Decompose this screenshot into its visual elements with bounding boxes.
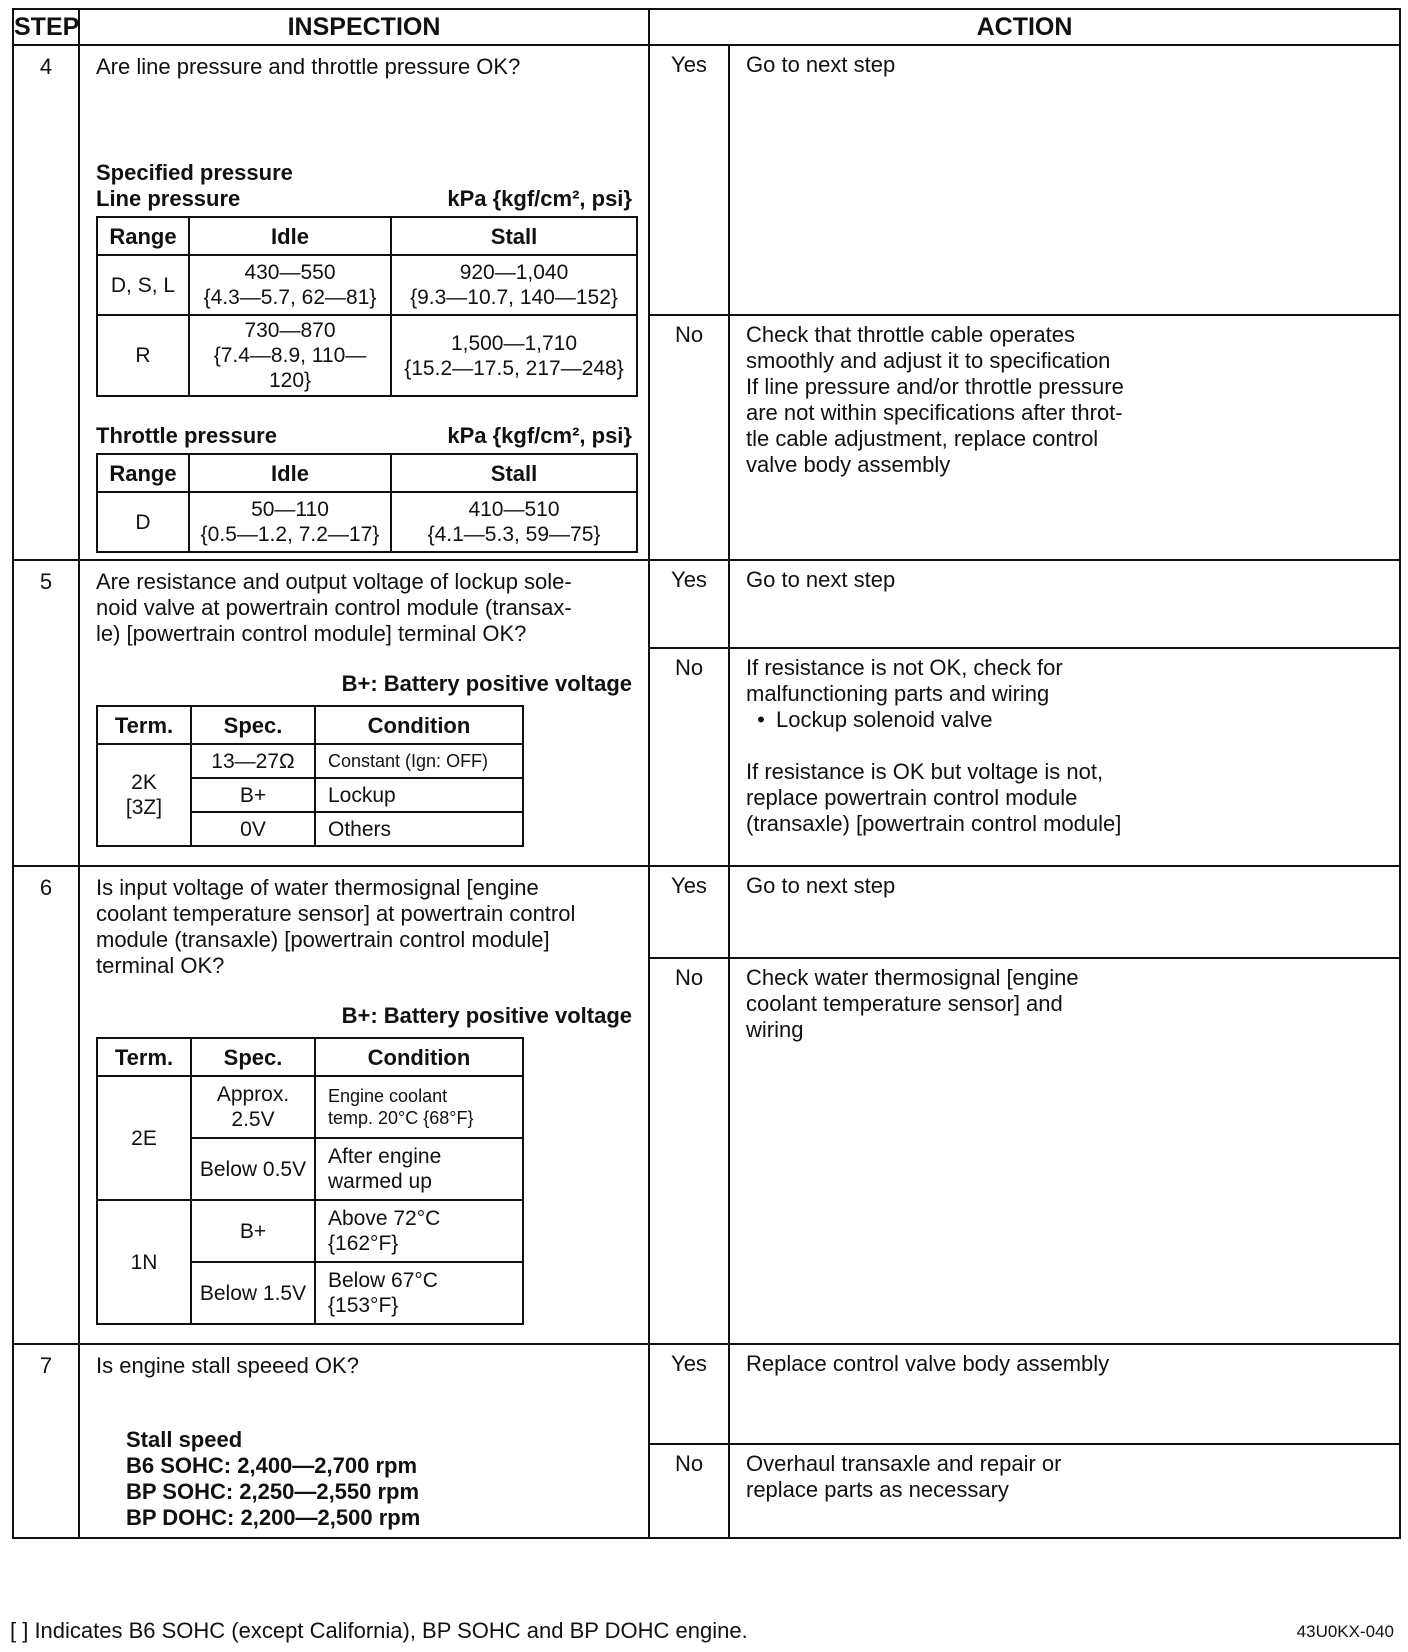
question-line: le) [powertrain control module] terminal OK? <box>96 621 527 646</box>
action-line: (transaxle) [powertrain control module] <box>746 811 1122 836</box>
step4-throttle-header <box>96 423 632 449</box>
table-row <box>97 255 637 315</box>
step4-spec-title: Specified pressure <box>96 160 293 185</box>
header-row <box>13 9 1400 45</box>
bullet-text: Lockup solenoid valve <box>776 707 993 732</box>
step7-yes: Yes <box>649 1344 729 1444</box>
term-value-alt: [3Z] <box>125 796 163 819</box>
spec-cell: Below 1.5V <box>191 1262 315 1324</box>
step6-yes-row <box>13 866 1400 958</box>
stall-speed-line: B6 SOHC: 2,400—2,700 rpm <box>126 1453 418 1478</box>
range-cell: D <box>97 492 189 552</box>
header-step: STEP <box>13 9 79 45</box>
step4-number: 4 <box>13 45 79 560</box>
table-row <box>97 1200 523 1262</box>
condition-line: Below 67°C <box>328 1269 438 1292</box>
col-range: Range <box>97 217 189 255</box>
idle-value-alt: {7.4—8.9, 110—120} <box>213 344 367 392</box>
step4-yes-action: Go to next step <box>729 45 1400 315</box>
step6-no: No <box>649 958 729 1344</box>
spec-cell: 13—27Ω <box>191 744 315 778</box>
step7-no: No <box>649 1444 729 1538</box>
action-line: are not within specifications after throt- <box>746 400 1123 425</box>
table-row <box>97 1076 523 1138</box>
action-line: Overhaul transaxle and repair or <box>746 1451 1062 1476</box>
col-spec: Spec. <box>191 706 315 744</box>
action-line: Check that throttle cable operates <box>746 322 1075 347</box>
step7-question: Is engine stall speeed OK? <box>96 1353 359 1378</box>
step5-number: 5 <box>13 560 79 866</box>
line-pressure-table <box>96 216 638 397</box>
idle-value-alt: {0.5—1.2, 7.2—17} <box>200 523 380 546</box>
stall-value-alt: {15.2—17.5, 217—248} <box>404 356 624 380</box>
step5-no: No <box>649 648 729 866</box>
idle-value: 430—550 <box>244 261 336 284</box>
term-cell: 1N <box>97 1200 191 1324</box>
step6-inspection <box>79 866 649 1344</box>
action-line: If resistance is not OK, check for <box>746 655 1063 680</box>
bullet-icon: • <box>757 707 765 732</box>
idle-value-alt: {4.3—5.7, 62—81} <box>203 286 377 309</box>
step5-inspection <box>79 560 649 866</box>
question-line: terminal OK? <box>96 953 225 978</box>
stall-speed-line: BP DOHC: 2,200—2,500 rpm <box>126 1505 421 1530</box>
idle-value: 730—870 <box>244 319 336 342</box>
stall-cell <box>391 492 637 552</box>
condition-line: Engine coolant <box>328 1086 448 1106</box>
stall-value-alt: {9.3—10.7, 140—152} <box>410 286 618 309</box>
condition-line: {153°F} <box>328 1294 399 1317</box>
diagnostic-table <box>12 8 1401 1539</box>
col-stall: Stall <box>391 217 637 255</box>
stall-cell <box>391 315 637 396</box>
stall-value: 1,500—1,710 <box>450 331 578 355</box>
term-cell: 2E <box>97 1076 191 1200</box>
action-line: coolant temperature sensor] and <box>746 991 1063 1016</box>
condition-line: {162°F} <box>328 1232 399 1255</box>
action-line: If line pressure and/or throttle pressure <box>746 374 1124 399</box>
condition-cell: Others <box>315 812 523 846</box>
step4-no-action <box>729 315 1400 560</box>
table-row <box>97 744 523 778</box>
stall-cell <box>391 255 637 315</box>
condition-cell <box>315 1200 523 1262</box>
col-stall: Stall <box>391 454 637 492</box>
line-pressure-title: Line pressure <box>96 186 241 211</box>
step4-no: No <box>649 315 729 560</box>
step7-yes-row <box>13 1344 1400 1444</box>
step6-bplus-note: B+: Battery positive voltage <box>341 1003 632 1028</box>
range-cell: D, S, L <box>97 255 189 315</box>
step5-yes-action: Go to next step <box>729 560 1400 648</box>
stall-value-alt: {4.1—5.3, 59—75} <box>427 523 601 546</box>
question-line: Are resistance and output voltage of lockup sole- <box>96 569 572 594</box>
step7-yes-action: Replace control valve body assembly <box>729 1344 1400 1444</box>
stall-speed-line: BP SOHC: 2,250—2,550 rpm <box>126 1479 420 1504</box>
table-row <box>97 315 637 396</box>
action-line: Check water thermosignal [engine <box>746 965 1079 990</box>
idle-value: 50—110 <box>251 498 329 521</box>
spec-cell: B+ <box>191 1200 315 1262</box>
action-line: replace parts as necessary <box>746 1477 1009 1502</box>
condition-line: temp. 20°C {68°F} <box>328 1108 474 1128</box>
step6-number: 6 <box>13 866 79 1344</box>
step6-yes-action: Go to next step <box>729 866 1400 958</box>
stall-speed-spec <box>126 1427 638 1531</box>
step5-question <box>96 569 638 647</box>
stall-value: 920—1,040 <box>459 261 569 284</box>
col-term: Term. <box>97 1038 191 1076</box>
throttle-pressure-table <box>96 453 638 553</box>
condition-line: Above 72°C <box>328 1207 441 1230</box>
action-line: replace powertrain control module <box>746 785 1078 810</box>
line-pressure-unit: kPa {kgf/cm², psi} <box>447 186 632 211</box>
action-line: tle cable adjustment, replace control <box>746 426 1099 451</box>
question-line: noid valve at powertrain control module (transax- <box>96 595 572 620</box>
throttle-pressure-title: Throttle pressure <box>96 423 277 448</box>
throttle-pressure-unit: kPa {kgf/cm², psi} <box>447 423 632 448</box>
step4-yes: Yes <box>649 45 729 315</box>
step7-inspection <box>79 1344 649 1538</box>
step5-yes-row <box>13 560 1400 648</box>
condition-cell: Lockup <box>315 778 523 812</box>
step4-yes-row <box>13 45 1400 315</box>
condition-cell: Constant (Ign: OFF) <box>315 744 523 778</box>
step6-yes: Yes <box>649 866 729 958</box>
idle-cell <box>189 315 391 396</box>
step6-no-action <box>729 958 1400 1344</box>
header-action: ACTION <box>649 9 1400 45</box>
col-spec: Spec. <box>191 1038 315 1076</box>
condition-line: warmed up <box>328 1170 432 1193</box>
condition-cell <box>315 1138 523 1200</box>
step6-question <box>96 875 638 979</box>
step4-inspection <box>79 45 649 560</box>
action-line: wiring <box>746 1017 804 1042</box>
term-cell <box>97 744 191 846</box>
action-line: malfunctioning parts and wiring <box>746 681 1050 706</box>
step7-number: 7 <box>13 1344 79 1538</box>
question-line: Is input voltage of water thermosignal [engine <box>96 875 539 900</box>
spec-cell: B+ <box>191 778 315 812</box>
col-range: Range <box>97 454 189 492</box>
bullet-item <box>746 707 1389 733</box>
action-line: valve body assembly <box>746 452 951 477</box>
spec-cell: Below 0.5V <box>191 1138 315 1200</box>
col-idle: Idle <box>189 454 391 492</box>
question-line: module (transaxle) [powertrain control module] <box>96 927 550 952</box>
step5-yes: Yes <box>649 560 729 648</box>
term-value: 2K <box>131 771 157 794</box>
stall-speed-title: Stall speed <box>126 1427 243 1452</box>
action-line: If resistance is OK but voltage is not, <box>746 759 1104 784</box>
step4-line-header <box>96 186 632 212</box>
footnote: [ ] Indicates B6 SOHC (except California), BP SOHC and BP DOHC engine. <box>10 1618 748 1643</box>
figure-code: 43U0KX-040 <box>1296 1622 1394 1641</box>
lockup-solenoid-table <box>96 705 524 847</box>
col-condition: Condition <box>315 706 523 744</box>
stall-value: 410—510 <box>468 498 560 521</box>
table-row <box>97 492 637 552</box>
step5-no-action <box>729 648 1400 866</box>
condition-cell <box>315 1076 523 1138</box>
range-cell: R <box>97 315 189 396</box>
idle-cell <box>189 492 391 552</box>
header-inspection: INSPECTION <box>79 9 649 45</box>
col-condition: Condition <box>315 1038 523 1076</box>
condition-line: After engine <box>328 1145 442 1168</box>
spec-cell: 0V <box>191 812 315 846</box>
idle-cell <box>189 255 391 315</box>
step7-no-action <box>729 1444 1400 1538</box>
col-idle: Idle <box>189 217 391 255</box>
question-line: coolant temperature sensor] at powertrain control <box>96 901 576 926</box>
spec-cell: Approx. 2.5V <box>191 1076 315 1138</box>
water-thermosignal-table <box>96 1037 524 1325</box>
step4-question: Are line pressure and throttle pressure OK? <box>96 54 521 79</box>
condition-cell <box>315 1262 523 1324</box>
col-term: Term. <box>97 706 191 744</box>
step5-bplus-note: B+: Battery positive voltage <box>341 671 632 696</box>
action-line: smoothly and adjust it to specification <box>746 348 1111 373</box>
